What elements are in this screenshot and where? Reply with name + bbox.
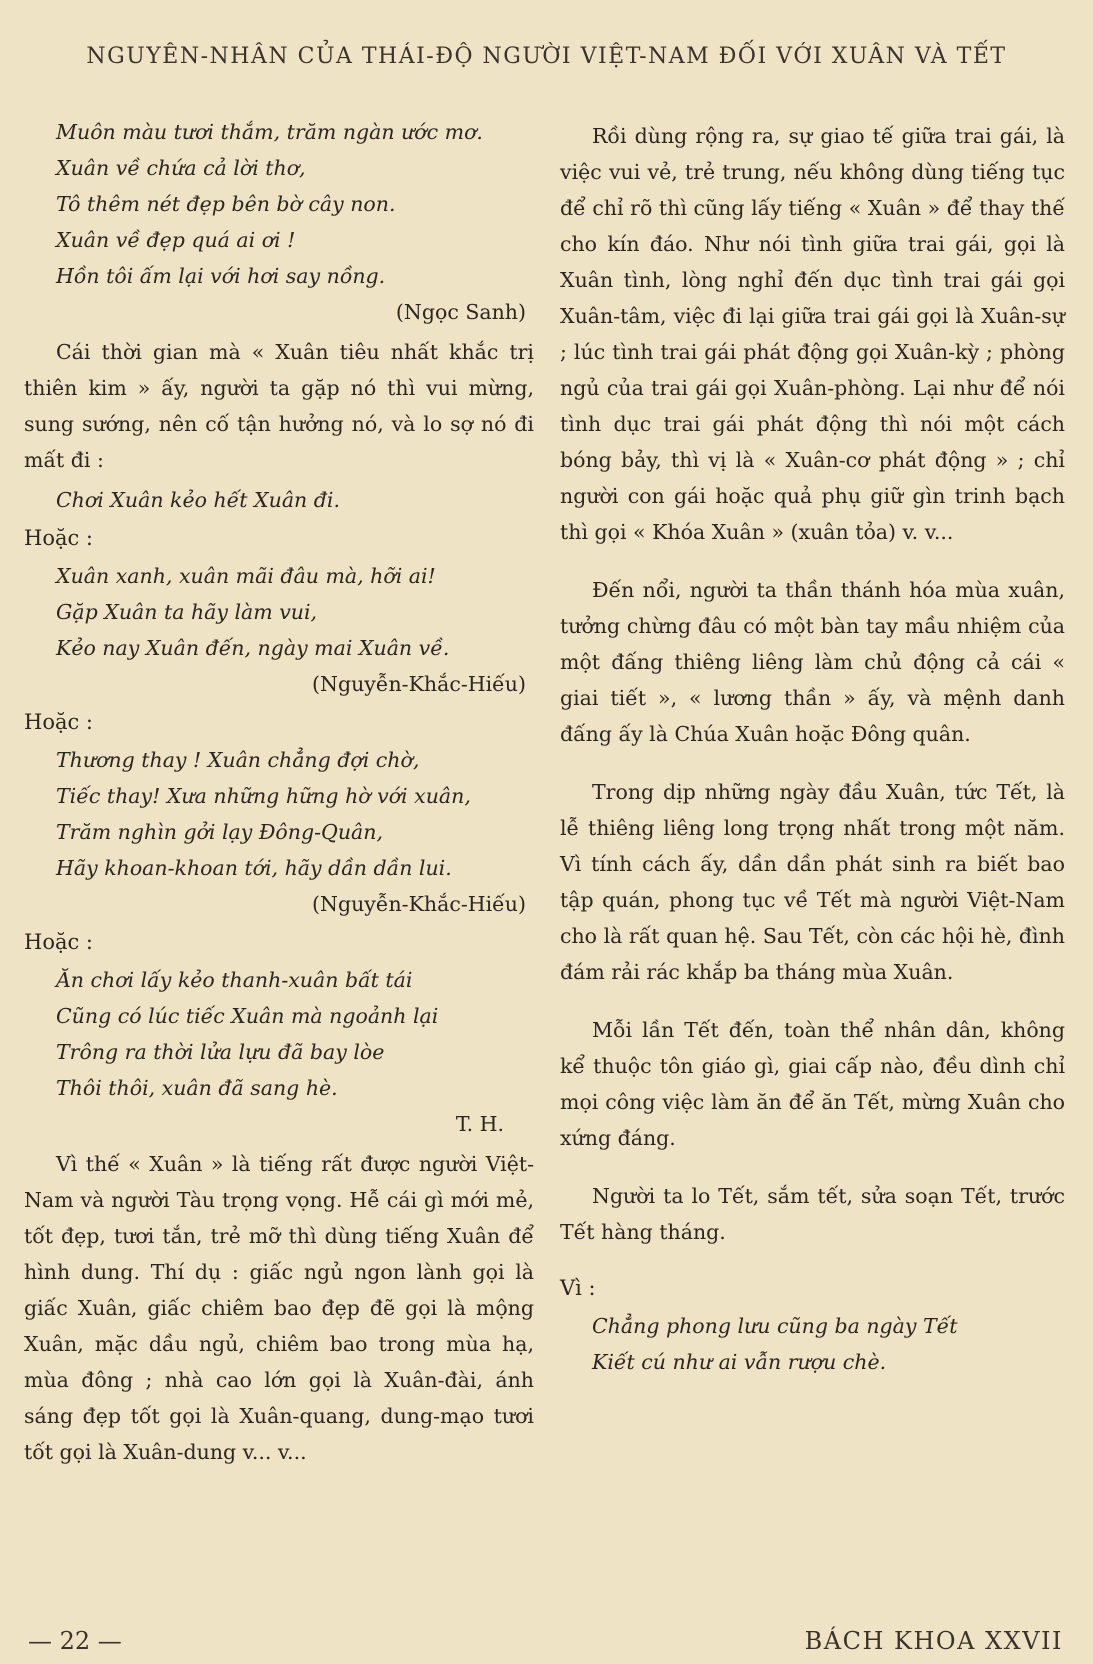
poem-line: Hồn tôi ấm lại với hơi say nồng. [56,264,386,288]
body-paragraph: Trong dịp những ngày đầu Xuân, tức Tết, là lễ thiêng liêng long trọng nhất trong một năm. Vì tính cách ấy, dần dần phát sinh ra biết bao tập quán, phong tục về Tết mà người Việt-Nam cho là rất quan hệ. Sau Tết, còn các hội hè, đình đám rải rác khắp ba tháng mùa Xuân. [560,780,1065,984]
body-paragraph: Đến nổi, người ta thần thánh hóa mùa xuân, tưởng chừng đâu có một bàn tay mầu nhiệm của một đấng thiêng liêng làm chủ động cả cái « giai tiết », « lương thần » ấy, và mệnh danh đấng ấy là Chúa Xuân hoặc Đông quân. [560,578,1065,746]
poem-line: Chẳng phong lưu cũng ba ngày Tết [592,1314,958,1338]
poem-credit: (Nguyễn-Khắc-Hiếu) [312,672,526,696]
poem-th [24,962,534,1106]
poem-line: Tô thêm nét đẹp bên bờ cây non. [56,192,396,216]
body-paragraph: Rồi dùng rộng ra, sự giao tế giữa trai gái, là việc vui vẻ, trẻ trung, nếu không dùng tiếng tục để chỉ rõ thì cũng lấy tiếng « Xuân » để thay thế cho kín đáo. Như nói tình giữa trai gái, gọi là Xuân tình, lòng nghỉ đến dục tình trai gái gọi Xuân-tâm, việc đi lại giữa trai gái gọi là Xuân-sự ; lúc tình trai gái phát động gọi Xuân-kỳ ; phòng ngủ của trai gái gọi Xuân-phòng. Lại như để nói tình dục trai gái phát động thì nói một cách bóng bảy, thì vị là « Xuân-cơ phát động » ; chỉ người con gái hoặc quả phụ giữ gìn trinh bạch thì gọi « Khóa Xuân » (xuân tỏa) v. v... [560,124,1065,544]
poem-line: Trông ra thời lửa lựu đã bay lòe [56,1040,385,1064]
poem-line: Thương thay ! Xuân chẳng đợi chờ, [56,748,420,772]
magazine-footer: BÁCH KHOA XXVII [804,1627,1063,1655]
section-label: Hoặc : [24,930,93,954]
poem-credit: (Ngọc Sanh) [395,300,526,324]
poem-nguyen-khac-hieu-1 [24,558,534,666]
poem-credit: T. H. [455,1112,504,1136]
body-paragraph: Cái thời gian mà « Xuân tiêu nhất khắc trị thiên kim » ấy, người ta gặp nó thì vui mừng, sung sướng, nên cố tận hưởng nó, và lo sợ nó đi mất đi : [24,340,534,472]
poem-line: Hãy khoan-khoan tới, hãy dần dần lui. [56,856,452,880]
poem-line: Chơi Xuân kẻo hết Xuân đi. [56,488,340,512]
page-number: — 22 — [28,1627,122,1655]
page-header: NGUYÊN-NHÂN CỦA THÁI-ĐỘ NGƯỜI VIỆT-NAM ĐỐI VỚI XUÂN VÀ TẾT [86,44,1007,69]
poem-nguyen-khac-hieu-2 [24,742,534,886]
poem-line: Tiếc thay! Xưa những hững hờ với xuân, [56,784,471,808]
right-column [560,114,1065,1380]
section-label: Hoặc : [24,710,93,734]
poem-line: Kiết cú như ai vẫn rượu chè. [592,1350,887,1374]
poem-line: Muôn màu tươi thắm, trăm ngàn ước mơ. [56,120,483,144]
poem-line: Cũng có lúc tiếc Xuân mà ngoảnh lại [56,1004,439,1028]
poem-closing [560,1308,1065,1380]
body-paragraph: Vì thế « Xuân » là tiếng rất được người Việt-Nam và người Tàu trọng vọng. Hễ cái gì mới mẻ, tốt đẹp, tươi tắn, trẻ mỡ thì dùng tiếng Xuân để hình dung. Thí dụ : giấc ngủ ngon lành gọi là giấc Xuân, giấc chiêm bao đẹp đẽ gọi là mộng Xuân, mặc dầu ngủ, chiêm bao trong mùa hạ, mùa đông ; nhà cao lớn gọi là Xuân-đài, ánh sáng đẹp tốt gọi là Xuân-quang, dung-mạo tươi tốt gọi là Xuân-dung v... v... [24,1152,534,1464]
poem-line: Xuân về chứa cả lời thơ, [56,156,306,180]
poem-line: Xuân về đẹp quá ai ơi ! [56,228,296,252]
left-column [24,114,534,1474]
body-paragraph: Mỗi lần Tết đến, toàn thể nhân dân, không kể thuộc tôn giáo gì, giai cấp nào, đều dình chỉ mọi công việc làm ăn để ăn Tết, mừng Xuân cho xứng đáng. [560,1018,1065,1150]
body-paragraph: Người ta lo Tết, sắm tết, sửa soạn Tết, trước Tết hàng tháng. [560,1184,1065,1244]
poem-line: Gặp Xuân ta hãy làm vui, [56,600,318,624]
section-label: Vì : [560,1276,596,1300]
poem-line: Xuân xanh, xuân mãi đâu mà, hỡi ai! [56,564,436,588]
poem-line: Thôi thôi, xuân đã sang hè. [56,1076,338,1100]
poem-line: Ăn chơi lấy kẻo thanh-xuân bất tái [56,968,413,992]
poem-line: Kẻo nay Xuân đến, ngày mai Xuân về. [56,636,450,660]
poem-credit: (Nguyễn-Khắc-Hiếu) [312,892,526,916]
section-label: Hoặc : [24,526,93,550]
poem-line: Trăm nghìn gởi lạy Đông-Quân, [56,820,383,844]
poem-ngoc-sanh [24,114,534,294]
